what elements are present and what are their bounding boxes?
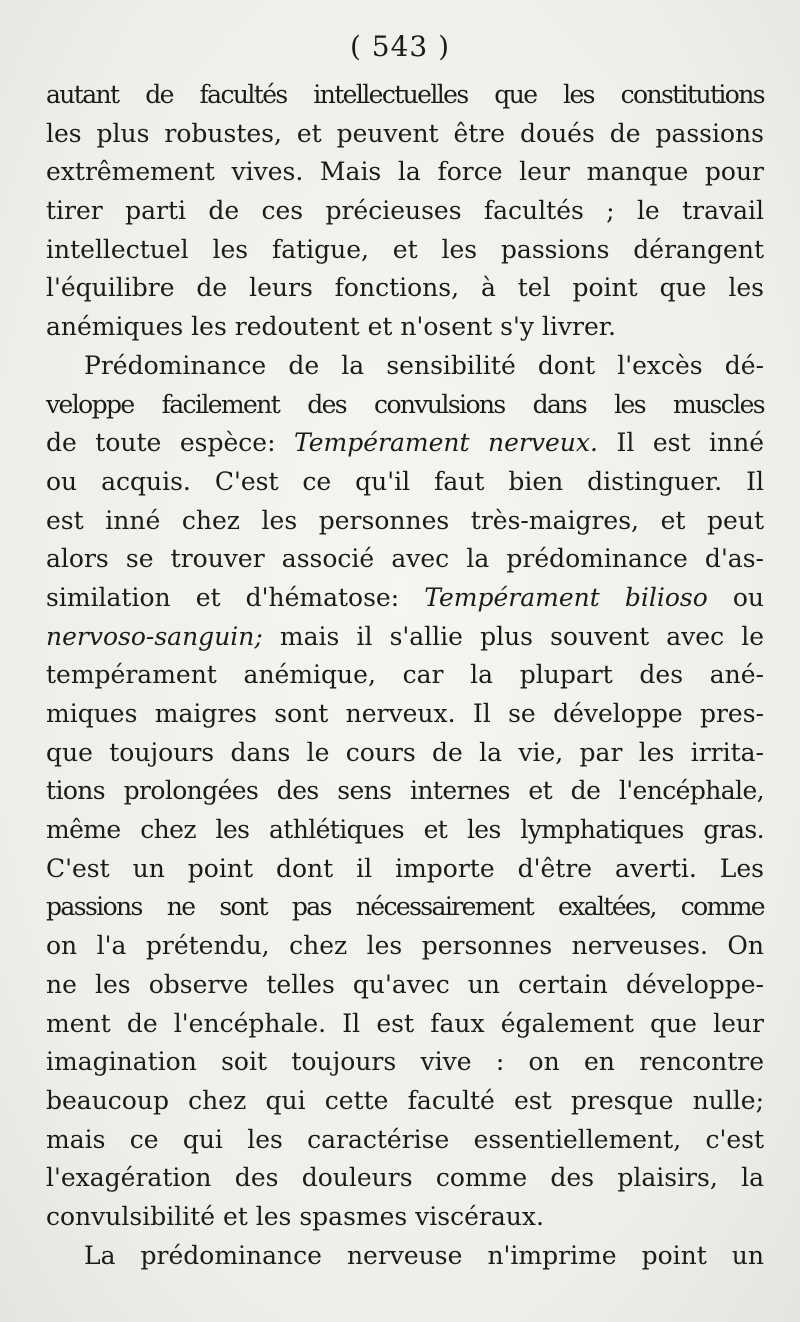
text-run: similation et d'hématose: <box>46 582 425 612</box>
text-line <box>46 1159 764 1198</box>
text-run: ne les observe telles qu'avec un certain développe- <box>46 969 764 999</box>
text-line <box>46 192 764 231</box>
text-run: de toute espèce: <box>46 428 294 458</box>
text-run: anémiques les redoutent et n'osent s'y livrer. <box>46 312 616 342</box>
text-run: convulsibilité et les spasmes viscéraux. <box>46 1201 544 1231</box>
text-line <box>46 772 764 811</box>
text-run: mais ce qui les caractérise essentiellement, c'est <box>46 1124 764 1154</box>
text-line <box>46 308 764 347</box>
text-line <box>46 656 764 695</box>
text-line <box>46 888 764 927</box>
text-run: tions prolongées des sens internes et de l'encéphale, <box>46 776 764 806</box>
text-line <box>46 1043 764 1082</box>
text-run: est inné chez les personnes très-maigres, et peut <box>46 505 764 535</box>
text-line <box>46 1005 764 1044</box>
text-line <box>46 386 764 425</box>
text-run: alors se trouver associé avec la prédominance d'as- <box>46 544 764 574</box>
text-run: miques maigres sont nerveux. Il se développe pres- <box>46 699 764 728</box>
text-run: imagination soit toujours vive : on en rencontre <box>46 1047 764 1077</box>
text-run: l'exagération des douleurs comme des plaisirs, la <box>46 1163 764 1193</box>
text-line <box>46 540 764 579</box>
text-run: intellectuel les fatigue, et les passions dérangent <box>46 234 764 264</box>
text-line <box>46 1237 764 1276</box>
text-line <box>46 269 764 308</box>
text-line <box>46 966 764 1005</box>
text-line <box>46 231 764 270</box>
text-line <box>46 153 764 192</box>
text-run: tirer parti de ces précieuses facultés ; le travail <box>46 196 764 226</box>
text-line <box>46 1198 764 1237</box>
text-line <box>46 734 764 773</box>
italic-text: nervoso-sanguin; <box>46 621 263 651</box>
text-run: Prédominance de la sensibilité dont l'excès dé- <box>84 350 764 380</box>
text-run: passions ne sont pas nécessairement exaltées, comme <box>46 892 764 922</box>
text-line <box>46 115 764 154</box>
text-run: ou acquis. C'est ce qu'il faut bien distinguer. Il <box>46 466 764 496</box>
text-line <box>46 927 764 966</box>
text-run: La prédominance nerveuse n'imprime point un <box>84 1240 764 1270</box>
italic-text: Tempérament nerveux. <box>294 428 598 458</box>
text-run: que toujours dans le cours de la vie, par les irrita- <box>46 737 764 767</box>
text-line <box>46 850 764 889</box>
text-run: veloppe facilement des convulsions dans les muscles <box>46 389 764 419</box>
text-line <box>46 618 764 657</box>
text-line <box>46 1082 764 1121</box>
italic-text: Tempérament bilioso <box>424 582 708 612</box>
text-run: extrêmement vives. Mais la force leur manque pour <box>46 157 764 187</box>
text-run: ment de l'encéphale. Il est faux également que leur <box>46 1008 764 1038</box>
text-run: Il est inné <box>597 428 764 458</box>
text-line <box>46 579 764 618</box>
text-line <box>46 502 764 541</box>
text-line <box>46 811 764 850</box>
text-run: C'est un point dont il importe d'être averti. Les <box>46 853 764 883</box>
text-line <box>46 424 764 463</box>
text-run: mais il s'allie plus souvent avec le <box>262 621 764 651</box>
page-number: ( 543 ) <box>349 30 451 63</box>
text-run: l'équilibre de leurs fonctions, à tel point que les <box>46 273 764 303</box>
body-text <box>46 76 764 1275</box>
text-line <box>46 1121 764 1160</box>
text-run: on l'a prétendu, chez les personnes nerveuses. On <box>46 931 764 961</box>
text-run: ou <box>707 582 764 612</box>
text-run: les plus robustes, et peuvent être doués de passions <box>46 118 764 148</box>
text-run: tempérament anémique, car la plupart des ané- <box>46 660 764 690</box>
text-run: même chez les athlétiques et les lymphatiques gras. <box>46 815 764 845</box>
text-line <box>46 76 764 115</box>
text-line <box>46 695 764 734</box>
text-run: autant de facultés intellectuelles que les constitutions <box>46 80 764 109</box>
text-run: beaucoup chez qui cette faculté est presque nulle; <box>46 1085 764 1115</box>
text-line <box>46 347 764 386</box>
text-line <box>46 463 764 502</box>
